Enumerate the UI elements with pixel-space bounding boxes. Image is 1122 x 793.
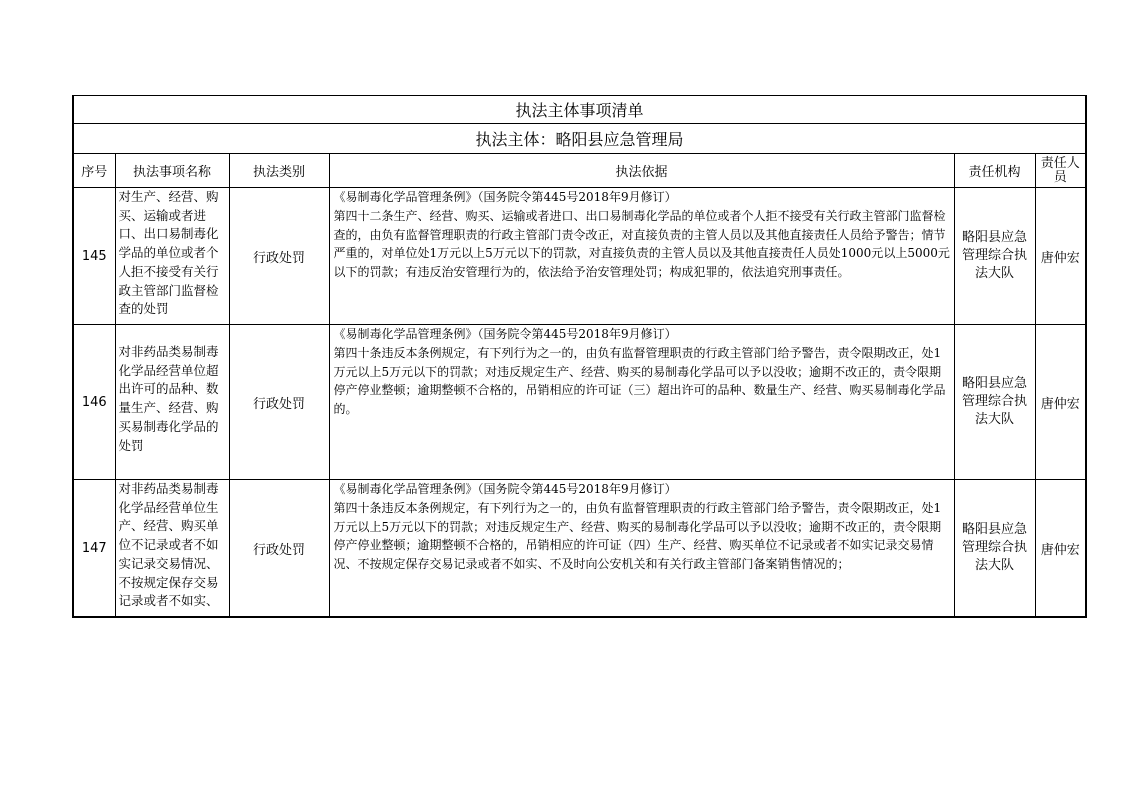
row-basis: 《易制毒化学品管理条例》（国务院令第445号2018年9月修订） 第四十条违反本条例规定，有下列行为之一的，由负有监督管理职责的行政主管部门给予警告，责令限期改正，处1万元以上5万元以下的罚款；对违反规定生产、经营、购买的易制毒化学品可以予以没收；逾期不改正的，责令限期停产停业整顿；逾期整顿不合格的，吊销相应的许可证（四）生产、经营、购买单位不记录或者不如实记录交易情况、不按规定保存交易记录或者不如实、不及时向公安机关和有关行政主管部门备案销售情况的； — [329, 480, 954, 618]
row-person: 唐仲宏 — [1035, 480, 1086, 618]
row-org: 略阳县应急管理综合执法大队 — [954, 325, 1035, 480]
enforcement-items-table — [72, 95, 1087, 618]
row-item-name: 对非药品类易制毒化学品经营单位生产、经营、购买单位不记录或者不如实记录交易情况、不按规定保存交易记录或者不如实、 — [115, 480, 229, 618]
row-no: 146 — [73, 325, 115, 480]
header-person: 责任人员 — [1035, 154, 1086, 188]
row-item-name: 对生产、经营、购买、运输或者进口、出口易制毒化学品的单位或者个人拒不接受有关行政主管部门监督检查的处罚 — [115, 188, 229, 325]
row-org: 略阳县应急管理综合执法大队 — [954, 188, 1035, 325]
sheet-title: 执法主体事项清单 — [73, 96, 1086, 124]
row-category: 行政处罚 — [229, 480, 329, 618]
row-org: 略阳县应急管理综合执法大队 — [954, 480, 1035, 618]
header-org: 责任机构 — [954, 154, 1035, 188]
row-person: 唐仲宏 — [1035, 325, 1086, 480]
row-item-name: 对非药品类易制毒化学品经营单位超出许可的品种、数量生产、经营、购买易制毒化学品的处罚 — [115, 325, 229, 480]
sheet-subtitle: 执法主体：略阳县应急管理局 — [73, 124, 1086, 154]
row-basis: 《易制毒化学品管理条例》（国务院令第445号2018年9月修订） 第四十条违反本条例规定，有下列行为之一的，由负有监督管理职责的行政主管部门给予警告，责令限期改正，处1万元以上5万元以下的罚款；对违反规定生产、经营、购买的易制毒化学品可以予以没收；逾期不改正的，责令限期停产停业整顿；逾期整顿不合格的，吊销相应的许可证（三）超出许可的品种、数量生产、经营、购买易制毒化学品的。 — [329, 325, 954, 480]
header-basis: 执法依据 — [329, 154, 954, 188]
table-row — [73, 480, 1086, 618]
header-no: 序号 — [73, 154, 115, 188]
header-name: 执法事项名称 — [115, 154, 229, 188]
table-row — [73, 188, 1086, 325]
row-basis: 《易制毒化学品管理条例》（国务院令第445号2018年9月修订） 第四十二条生产、经营、购买、运输或者进口、出口易制毒化学品的单位或者个人拒不接受有关行政主管部门监督检查的，由负有监督管理职责的行政主管部门责令改正，对直接负责的主管人员以及其他直接责任人员给予警告；情节严重的，对单位处1万元以上5万元以下的罚款，对直接负责的主管人员以及其他直接责任人员处1000元以上5000元以下的罚款；有违反治安管理行为的，依法给予治安管理处罚；构成犯罪的，依法追究刑事责任。 — [329, 188, 954, 325]
row-person: 唐仲宏 — [1035, 188, 1086, 325]
table-row — [73, 325, 1086, 480]
row-no: 147 — [73, 480, 115, 618]
row-no: 145 — [73, 188, 115, 325]
row-category: 行政处罚 — [229, 325, 329, 480]
header-category: 执法类别 — [229, 154, 329, 188]
header-row — [73, 154, 1086, 188]
row-category: 行政处罚 — [229, 188, 329, 325]
